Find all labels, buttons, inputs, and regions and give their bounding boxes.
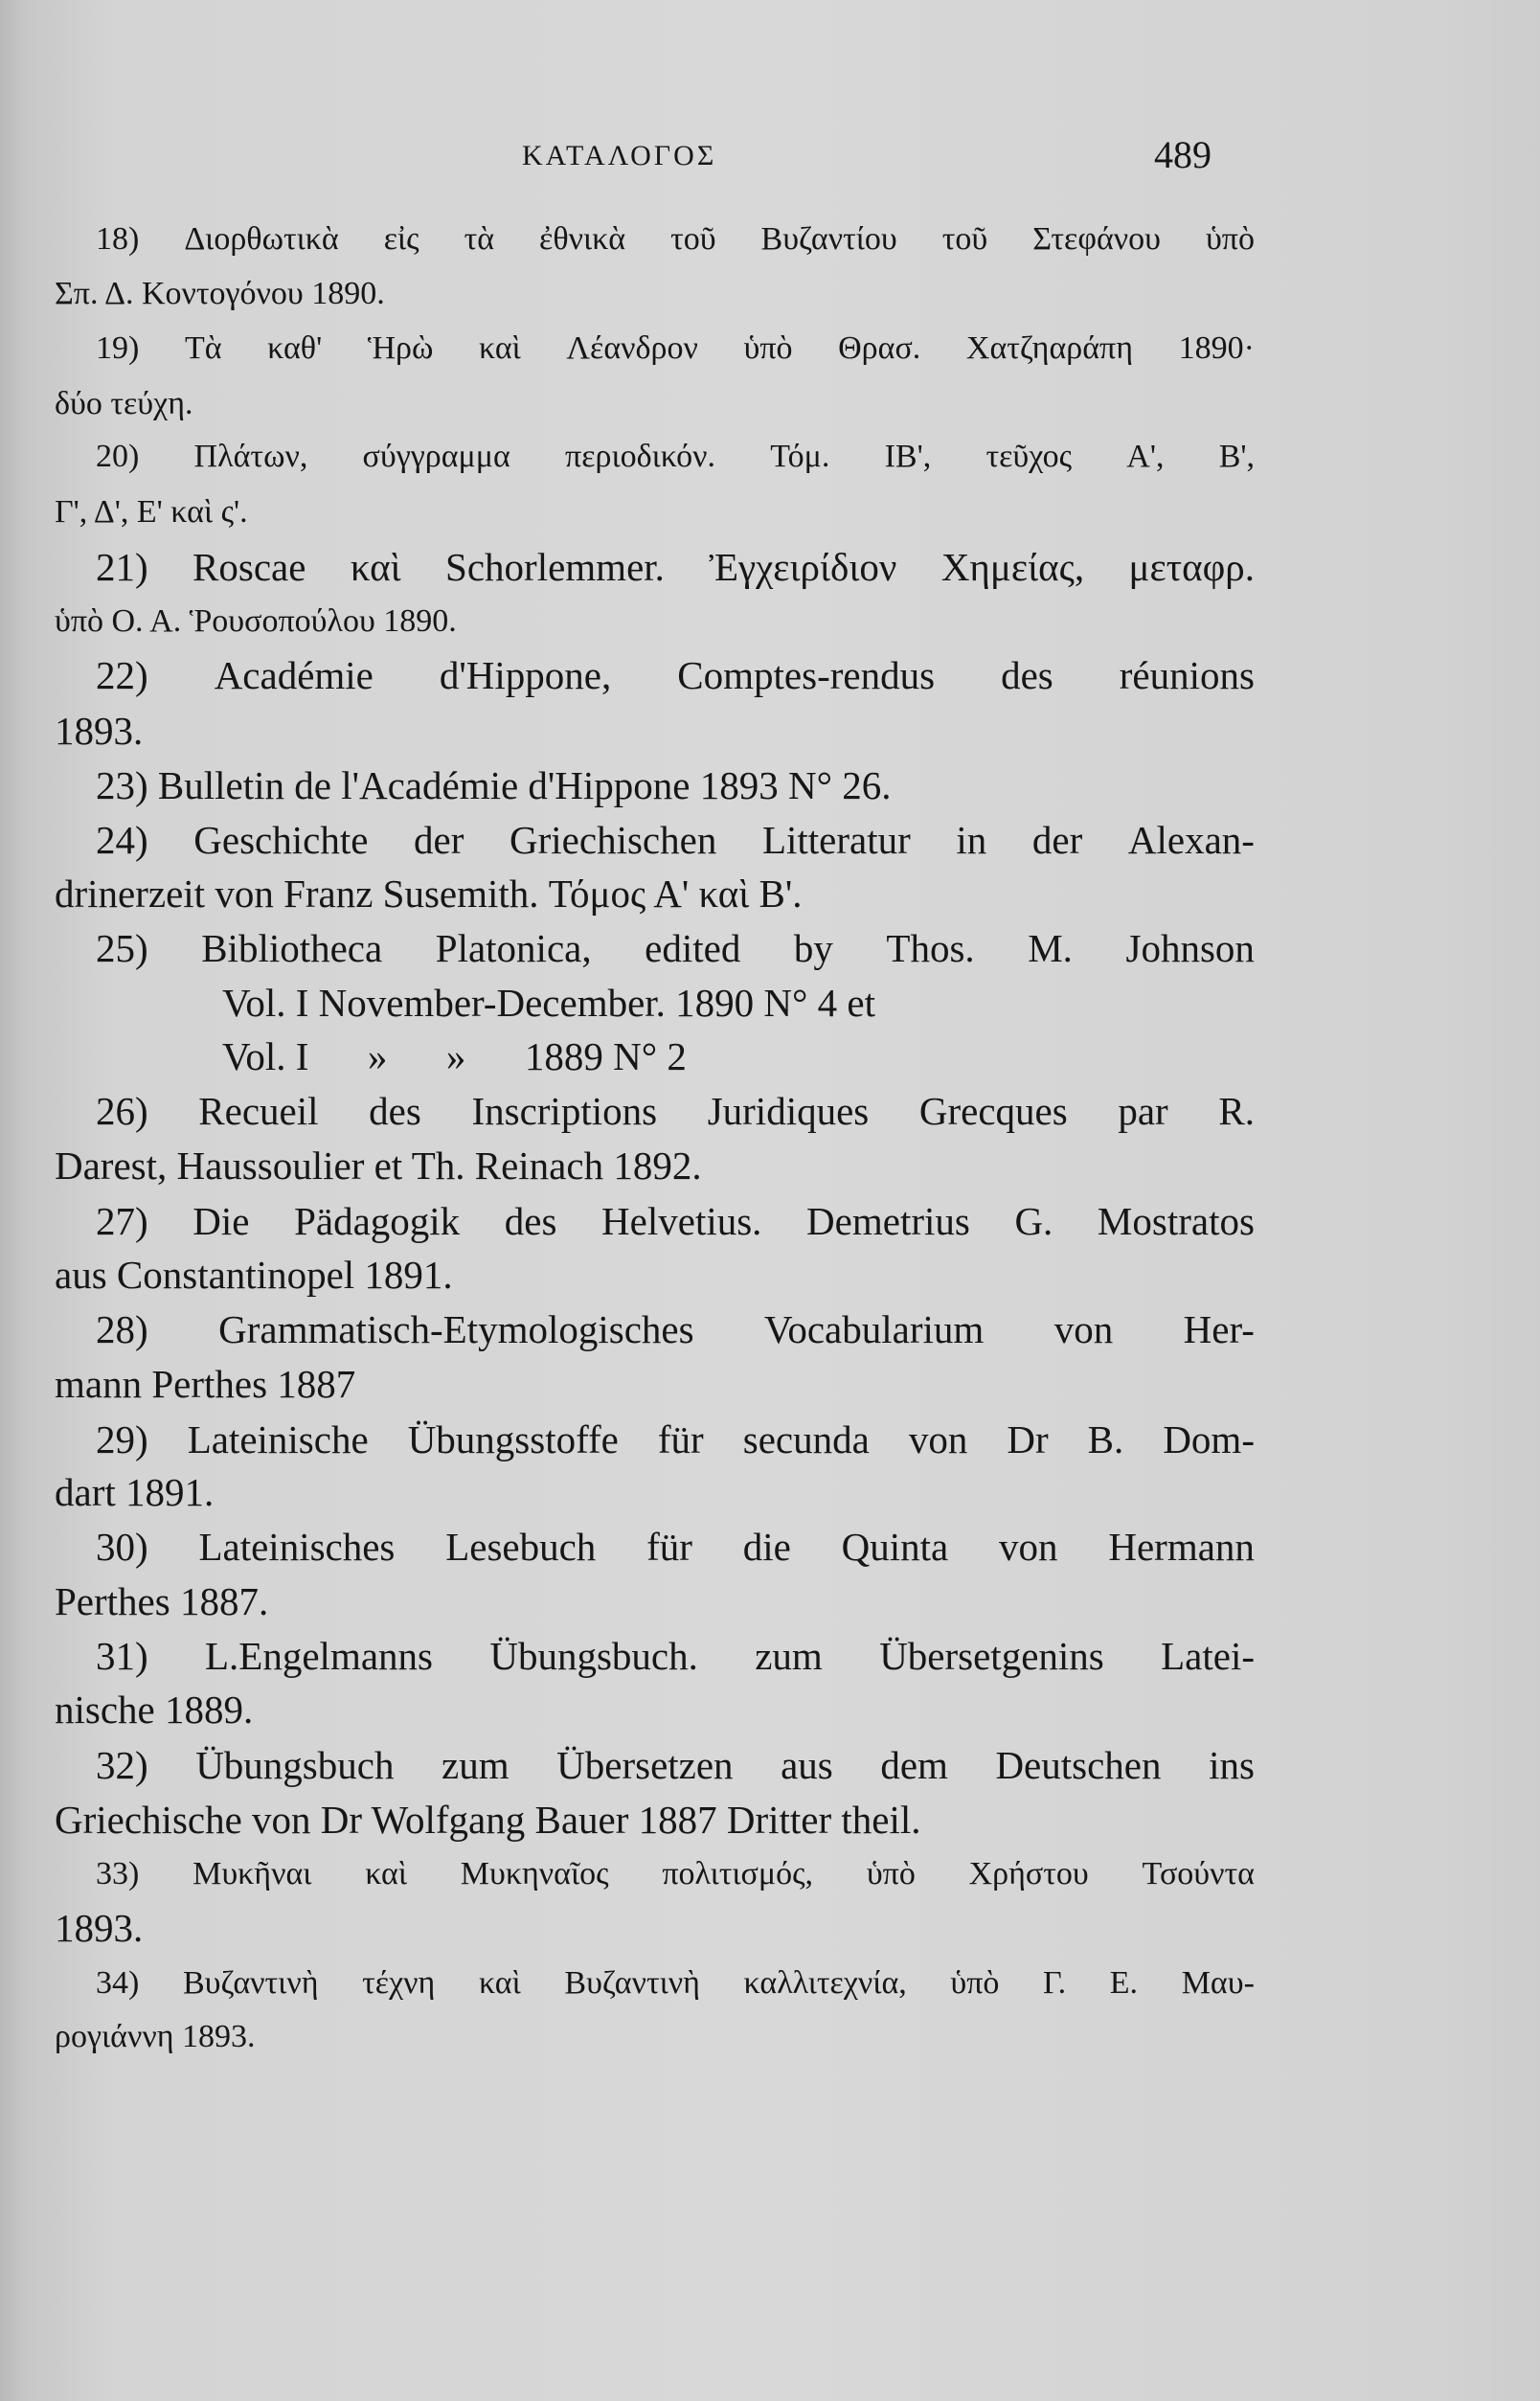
word: Lesebuch	[445, 1525, 597, 1569]
word: Μυκῆναι	[192, 1856, 312, 1891]
word: τὰ	[464, 221, 495, 257]
word: Comptes-rendus	[677, 653, 936, 697]
word: καθ'	[267, 330, 323, 366]
entry-30-line-1	[96, 1523, 1255, 1571]
entry-32-line-2: Griechische von Dr Wolfgang Bauer 1887 Dritter theil.	[55, 1798, 921, 1842]
word: Τὰ	[184, 330, 222, 366]
word: für	[646, 1525, 692, 1569]
word: 31)	[96, 1634, 148, 1678]
word: Διορθωτικὰ	[184, 221, 339, 257]
word: edited	[645, 926, 741, 970]
word: zum	[442, 1743, 510, 1787]
word: für	[657, 1417, 704, 1461]
word: Βυζαντίου	[760, 221, 897, 257]
word: d'Hippone,	[439, 653, 612, 697]
word: Χρήστου	[968, 1856, 1089, 1891]
page-number: 489	[1154, 133, 1212, 176]
word: 1890·	[1178, 330, 1255, 366]
word: Dr	[1007, 1417, 1049, 1461]
word: Roscae	[192, 545, 306, 589]
word: des	[504, 1199, 557, 1243]
word: καὶ	[365, 1856, 407, 1891]
word: dem	[880, 1743, 948, 1787]
word: εἰς	[383, 221, 419, 257]
entry-21-line-1	[96, 543, 1255, 591]
word: des	[1001, 653, 1053, 697]
word: τοῦ	[941, 221, 988, 257]
entry-28-line-2: mann Perthes 1887	[55, 1362, 356, 1406]
word: καλλιτεχνία,	[743, 1965, 907, 2001]
word: der	[414, 818, 464, 862]
word: Recueil	[198, 1089, 319, 1133]
entry-30-line-2: Perthes 1887.	[55, 1579, 269, 1623]
entry-34-line-2: ρογιάννη 1893.	[55, 2019, 256, 2054]
word: 27)	[96, 1199, 148, 1243]
entry-31-line-1	[96, 1632, 1255, 1680]
entry-32-line-1	[96, 1741, 1255, 1789]
word: Übungsbuch	[195, 1743, 395, 1787]
word: Deutschen	[995, 1743, 1162, 1787]
word: 24)	[96, 818, 148, 862]
word: Demetrius	[806, 1199, 970, 1243]
word: Βυζαντινὴ	[564, 1965, 700, 2001]
word: Πλάτων,	[193, 439, 308, 474]
word: Griechischen	[510, 818, 717, 862]
word: σύγγραμμα	[362, 439, 510, 474]
word: Β',	[1218, 439, 1255, 474]
word: Bibliotheca	[201, 926, 383, 970]
word: Inscriptions	[471, 1089, 658, 1133]
word: Lateinische	[187, 1417, 369, 1461]
word: Χατζηαράπη	[965, 330, 1133, 366]
word: L.Engelmanns	[205, 1634, 433, 1678]
word: Βυζαντινὴ	[182, 1965, 319, 2001]
word: ὑπὸ	[950, 1965, 1000, 2001]
word: Grecques	[918, 1089, 1068, 1133]
word: 21)	[96, 545, 148, 589]
entry-19-line-1	[96, 325, 1255, 373]
word: Pädagogik	[294, 1199, 461, 1243]
word: Τσούντα	[1142, 1856, 1255, 1891]
word: Geschichte	[193, 818, 369, 862]
word: μεταφρ.	[1128, 545, 1255, 589]
word: τεῦχος	[985, 439, 1073, 474]
word: des	[369, 1089, 421, 1133]
word: von	[1053, 1307, 1114, 1351]
entry-25-line-3: Vol. I » » 1889 N° 2	[222, 1034, 687, 1078]
word: Ε.	[1109, 1965, 1139, 2001]
word: Übersetgenins	[879, 1634, 1104, 1678]
entry-19-line-2: δύο τεύχη.	[55, 386, 193, 421]
word: G.	[1014, 1199, 1053, 1243]
word: καὶ	[478, 1965, 521, 2001]
entry-25-line-1	[96, 924, 1255, 972]
word: Juridiques	[707, 1089, 870, 1133]
word: par	[1118, 1089, 1168, 1133]
word: Ἐγχειρίδιον	[709, 545, 897, 589]
word: 28)	[96, 1307, 148, 1351]
word: πολιτισμός,	[662, 1856, 814, 1891]
word: 33)	[96, 1856, 140, 1891]
word: 30)	[96, 1525, 148, 1569]
entry-21-line-2: ὑπὸ Ο. Α. Ῥουσοπούλου 1890.	[55, 603, 457, 639]
word: der	[1031, 818, 1083, 862]
entry-31-line-2: nische 1889.	[55, 1687, 254, 1732]
entry-25-line-2: Vol. I November-December. 1890 N° 4 et	[222, 981, 876, 1025]
entry-33-line-2: 1893.	[55, 1906, 144, 1950]
word: 25)	[96, 926, 148, 970]
word: ΙΒ',	[884, 439, 932, 474]
word: Λέανδρον	[566, 330, 698, 366]
entry-29-line-1	[96, 1416, 1255, 1463]
word: Vocabularium	[764, 1307, 985, 1351]
word: R.	[1218, 1089, 1255, 1133]
word: Χημείας,	[940, 545, 1085, 589]
word: 34)	[96, 1965, 140, 2001]
word: Alexan-	[1127, 818, 1255, 862]
running-title: ΚΑΤΑΛΟΓΟΣ	[522, 140, 717, 171]
entry-18-line-1	[96, 215, 1255, 263]
word: τέχνη	[362, 1965, 436, 2001]
word: réunions	[1119, 653, 1255, 697]
entry-24-line-1	[96, 816, 1255, 864]
word: ἐθνικὰ	[539, 221, 626, 257]
entry-27-line-1	[96, 1197, 1255, 1245]
word: Platonica,	[435, 926, 592, 970]
word: von	[999, 1525, 1058, 1569]
word: ὑπὸ	[866, 1856, 916, 1891]
word: ὑπὸ	[1205, 221, 1255, 257]
word: Helvetius.	[601, 1199, 762, 1243]
word: Mostratos	[1097, 1199, 1255, 1243]
word: secunda	[742, 1417, 870, 1461]
entry-33-line-1	[96, 1850, 1255, 1898]
word: Quinta	[841, 1525, 949, 1569]
entry-20-line-1	[96, 433, 1255, 481]
word: 19)	[96, 330, 140, 366]
entry-29-line-2: dart 1891.	[55, 1470, 215, 1514]
entry-22-line-2: 1893.	[55, 709, 144, 753]
word: τοῦ	[670, 221, 716, 257]
word: ὑπὸ	[743, 330, 793, 366]
word: Μαυ-	[1181, 1965, 1255, 2001]
entry-24-line-2: drinerzeit von Franz Susemith. Τόμος Α' καὶ Β'.	[55, 872, 803, 916]
word: 20)	[96, 439, 140, 474]
word: Latei-	[1161, 1634, 1255, 1678]
entry-22-line-1	[96, 651, 1255, 699]
word: Dom-	[1163, 1417, 1255, 1461]
word: Académie	[214, 653, 374, 697]
entry-23-line-1: 23) Bulletin de l'Académie d'Hippone 1893 N° 26.	[96, 763, 892, 807]
word: Übungsbuch.	[489, 1634, 698, 1678]
entry-34-line-1	[96, 1959, 1255, 2007]
word: 29)	[96, 1417, 148, 1461]
entry-18-line-2: Σπ. Δ. Κοντογόνου 1890.	[55, 276, 385, 311]
word: Θρασ.	[838, 330, 921, 366]
word: in	[956, 818, 987, 862]
word: zum	[755, 1634, 823, 1678]
word: Μυκηναῖος	[460, 1856, 609, 1891]
word: ins	[1209, 1743, 1255, 1787]
word: aus	[781, 1743, 833, 1787]
word: Johnson	[1125, 926, 1255, 970]
entry-26-line-1	[96, 1087, 1255, 1135]
word: Hermann	[1108, 1525, 1255, 1569]
word: Übersetzen	[556, 1743, 734, 1787]
word: 26)	[96, 1089, 148, 1133]
word: περιοδικόν.	[565, 439, 716, 474]
word: Στεφάνου	[1032, 221, 1161, 257]
entry-26-line-2: Darest, Haussoulier et Th. Reinach 1892.	[55, 1144, 702, 1188]
word: by	[793, 926, 833, 970]
word: Α',	[1126, 439, 1165, 474]
word: Schorlemmer.	[445, 545, 665, 589]
entry-28-line-1	[96, 1305, 1255, 1353]
word: καὶ	[479, 330, 521, 366]
word: Litteratur	[761, 818, 911, 862]
word: Her-	[1183, 1307, 1255, 1351]
word: Ἡρὼ	[367, 330, 434, 366]
word: die	[742, 1525, 791, 1569]
word: Γ.	[1043, 1965, 1067, 2001]
entry-27-line-2: aus Constantinopel 1891.	[55, 1253, 453, 1297]
word: καὶ	[350, 545, 401, 589]
word: Thos.	[886, 926, 975, 970]
word: 18)	[96, 221, 140, 257]
word: Τόμ.	[770, 439, 830, 474]
word: M.	[1028, 926, 1073, 970]
word: von	[908, 1417, 968, 1461]
word: Grammatisch-Etymologisches	[218, 1307, 694, 1351]
word: Lateinisches	[198, 1525, 396, 1569]
entry-20-line-2: Γ', Δ', Ε' καὶ ς'.	[55, 494, 248, 530]
word: Übungsstoffe	[407, 1417, 619, 1461]
word: B.	[1087, 1417, 1124, 1461]
word: 22)	[96, 653, 148, 697]
word: 32)	[96, 1743, 148, 1787]
word: Die	[192, 1199, 250, 1243]
